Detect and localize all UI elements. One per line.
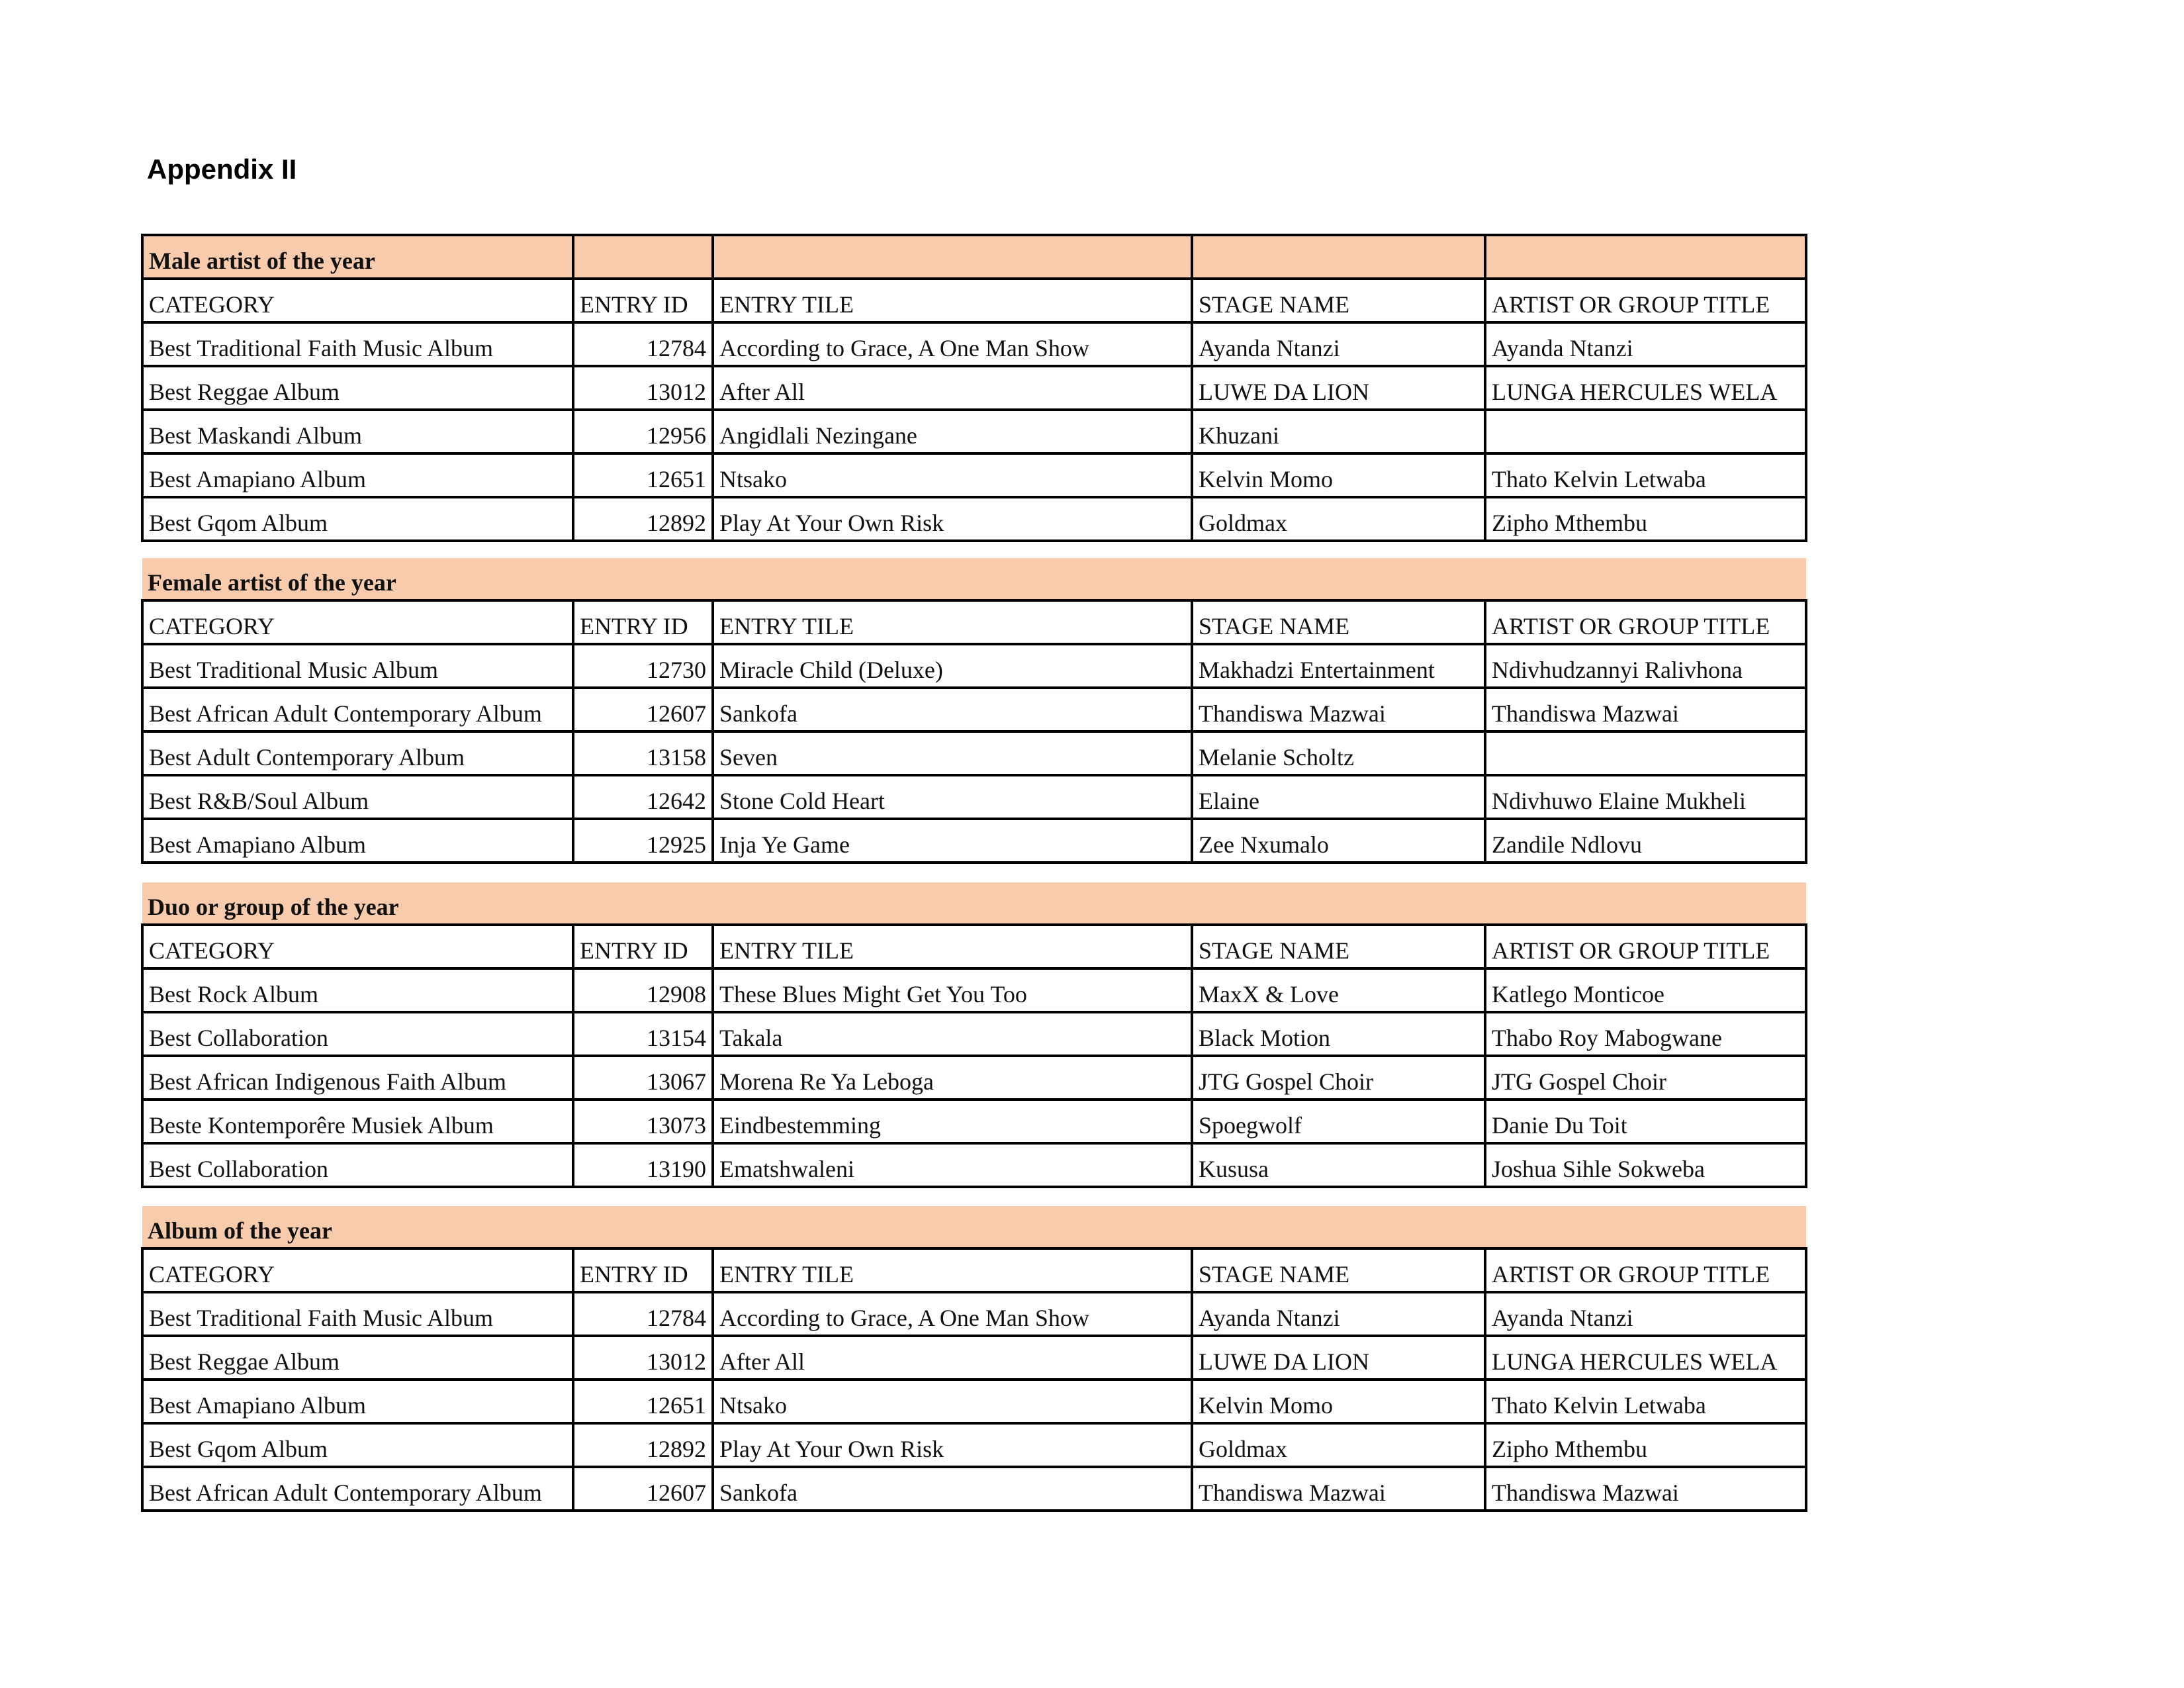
table-row xyxy=(142,1056,1806,1100)
section-heading: Duo or group of the year xyxy=(142,882,1806,925)
stage-name-cell: LUWE DA LION xyxy=(1192,366,1485,410)
stage-name-cell: Elaine xyxy=(1192,775,1485,819)
column-header: STAGE NAME xyxy=(1192,925,1485,968)
column-header-row xyxy=(142,600,1806,644)
category-cell: Best African Adult Contemporary Album xyxy=(142,1467,573,1511)
section-male-artist-of-the-year xyxy=(141,234,1805,542)
category-cell: Best Maskandi Album xyxy=(142,410,573,453)
artist-title-cell: Thabo Roy Mabogwane xyxy=(1485,1012,1806,1056)
section-heading: Male artist of the year xyxy=(142,235,573,279)
table-row xyxy=(142,1143,1806,1187)
column-header-row xyxy=(142,1248,1806,1292)
artist-title-cell: Thandiswa Mazwai xyxy=(1485,688,1806,731)
entry-title-cell: Takala xyxy=(713,1012,1192,1056)
artist-title-cell: Zipho Mthembu xyxy=(1485,1423,1806,1467)
stage-name-cell: Thandiswa Mazwai xyxy=(1192,1467,1485,1511)
artist-title-cell: Thato Kelvin Letwaba xyxy=(1485,453,1806,497)
artist-title-cell: Ndivhuwo Elaine Mukheli xyxy=(1485,775,1806,819)
category-cell: Best Traditional Music Album xyxy=(142,644,573,688)
table-row xyxy=(142,322,1806,366)
column-header: ARTIST OR GROUP TITLE xyxy=(1485,600,1806,644)
table-row xyxy=(142,366,1806,410)
entry-title-cell: According to Grace, A One Man Show xyxy=(713,1292,1192,1336)
category-cell: Best African Indigenous Faith Album xyxy=(142,1056,573,1100)
table-row xyxy=(142,1336,1806,1380)
entries-table xyxy=(141,882,1807,1188)
table-row xyxy=(142,731,1806,775)
category-cell: Best Adult Contemporary Album xyxy=(142,731,573,775)
entry-title-cell: Play At Your Own Risk xyxy=(713,1423,1192,1467)
entry-title-cell: After All xyxy=(713,366,1192,410)
table-row xyxy=(142,410,1806,453)
column-header: ENTRY TILE xyxy=(713,600,1192,644)
stage-name-cell: Zee Nxumalo xyxy=(1192,819,1485,863)
entry-id-cell: 12908 xyxy=(573,968,713,1012)
entry-id-cell: 13154 xyxy=(573,1012,713,1056)
column-header-row xyxy=(142,925,1806,968)
stage-name-cell: Melanie Scholtz xyxy=(1192,731,1485,775)
column-header: ENTRY ID xyxy=(573,600,713,644)
table-row xyxy=(142,1380,1806,1423)
entry-title-cell: Inja Ye Game xyxy=(713,819,1192,863)
entry-title-cell: After All xyxy=(713,1336,1192,1380)
section-heading-row xyxy=(142,1206,1806,1248)
column-header: CATEGORY xyxy=(142,925,573,968)
entry-id-cell: 12892 xyxy=(573,1423,713,1467)
column-header: CATEGORY xyxy=(142,600,573,644)
stage-name-cell: Makhadzi Entertainment xyxy=(1192,644,1485,688)
category-cell: Best Gqom Album xyxy=(142,497,573,541)
column-header: ENTRY ID xyxy=(573,279,713,322)
entry-id-cell: 13073 xyxy=(573,1100,713,1143)
column-header: STAGE NAME xyxy=(1192,279,1485,322)
column-header: STAGE NAME xyxy=(1192,600,1485,644)
page-title: Appendix II xyxy=(147,154,297,185)
artist-title-cell: Ayanda Ntanzi xyxy=(1485,1292,1806,1336)
category-cell: Best Gqom Album xyxy=(142,1423,573,1467)
entry-title-cell: Stone Cold Heart xyxy=(713,775,1192,819)
entries-table xyxy=(141,234,1807,542)
section-heading-row xyxy=(142,235,1806,279)
column-header: ENTRY TILE xyxy=(713,1248,1192,1292)
category-cell: Best Amapiano Album xyxy=(142,1380,573,1423)
column-header: ARTIST OR GROUP TITLE xyxy=(1485,925,1806,968)
artist-title-cell: Katlego Monticoe xyxy=(1485,968,1806,1012)
stage-name-cell: Goldmax xyxy=(1192,1423,1485,1467)
section-heading-row xyxy=(142,882,1806,925)
stage-name-cell: LUWE DA LION xyxy=(1192,1336,1485,1380)
table-row xyxy=(142,688,1806,731)
entries-table xyxy=(141,1206,1807,1512)
category-cell: Best Reggae Album xyxy=(142,366,573,410)
category-cell: Best Traditional Faith Music Album xyxy=(142,1292,573,1336)
entry-title-cell: Ntsako xyxy=(713,453,1192,497)
entry-id-cell: 13012 xyxy=(573,366,713,410)
table-row xyxy=(142,1100,1806,1143)
table-row xyxy=(142,968,1806,1012)
column-header: ARTIST OR GROUP TITLE xyxy=(1485,279,1806,322)
entry-id-cell: 12651 xyxy=(573,453,713,497)
section-duo-or-group-of-the-year xyxy=(141,882,1805,1188)
table-row xyxy=(142,1467,1806,1511)
artist-title-cell: LUNGA HERCULES WELA xyxy=(1485,366,1806,410)
column-header: ENTRY ID xyxy=(573,925,713,968)
artist-title-cell xyxy=(1485,410,1806,453)
entry-title-cell: Miracle Child (Deluxe) xyxy=(713,644,1192,688)
heading-cell xyxy=(713,235,1192,279)
column-header: ENTRY ID xyxy=(573,1248,713,1292)
entry-id-cell: 12607 xyxy=(573,688,713,731)
section-heading: Female artist of the year xyxy=(142,558,1806,600)
artist-title-cell: Thandiswa Mazwai xyxy=(1485,1467,1806,1511)
stage-name-cell: Kelvin Momo xyxy=(1192,1380,1485,1423)
entry-title-cell: Sankofa xyxy=(713,1467,1192,1511)
column-header: ENTRY TILE xyxy=(713,925,1192,968)
entry-title-cell: These Blues Might Get You Too xyxy=(713,968,1192,1012)
column-header: ARTIST OR GROUP TITLE xyxy=(1485,1248,1806,1292)
column-header: STAGE NAME xyxy=(1192,1248,1485,1292)
section-female-artist-of-the-year xyxy=(141,558,1805,864)
entry-id-cell: 13158 xyxy=(573,731,713,775)
heading-cell xyxy=(1192,235,1485,279)
category-cell: Best Amapiano Album xyxy=(142,819,573,863)
entry-title-cell: Sankofa xyxy=(713,688,1192,731)
category-cell: Best Reggae Album xyxy=(142,1336,573,1380)
entry-id-cell: 12730 xyxy=(573,644,713,688)
category-cell: Best Amapiano Album xyxy=(142,453,573,497)
stage-name-cell: Spoegwolf xyxy=(1192,1100,1485,1143)
entry-id-cell: 13012 xyxy=(573,1336,713,1380)
entry-id-cell: 12651 xyxy=(573,1380,713,1423)
entry-id-cell: 12784 xyxy=(573,322,713,366)
category-cell: Best Collaboration xyxy=(142,1012,573,1056)
entries-table xyxy=(141,558,1807,864)
artist-title-cell: Zandile Ndlovu xyxy=(1485,819,1806,863)
entry-title-cell: Ntsako xyxy=(713,1380,1192,1423)
entry-id-cell: 12784 xyxy=(573,1292,713,1336)
category-cell: Best Collaboration xyxy=(142,1143,573,1187)
table-row xyxy=(142,1292,1806,1336)
stage-name-cell: Kususa xyxy=(1192,1143,1485,1187)
entry-id-cell: 12607 xyxy=(573,1467,713,1511)
entry-title-cell: Morena Re Ya Leboga xyxy=(713,1056,1192,1100)
entry-title-cell: Angidlali Nezingane xyxy=(713,410,1192,453)
stage-name-cell: Black Motion xyxy=(1192,1012,1485,1056)
stage-name-cell: Ayanda Ntanzi xyxy=(1192,322,1485,366)
artist-title-cell: Joshua Sihle Sokweba xyxy=(1485,1143,1806,1187)
category-cell: Best African Adult Contemporary Album xyxy=(142,688,573,731)
column-header: ENTRY TILE xyxy=(713,279,1192,322)
entry-title-cell: Seven xyxy=(713,731,1192,775)
column-header-row xyxy=(142,279,1806,322)
table-row xyxy=(142,1423,1806,1467)
table-row xyxy=(142,819,1806,863)
entry-title-cell: Play At Your Own Risk xyxy=(713,497,1192,541)
artist-title-cell xyxy=(1485,731,1806,775)
section-heading-row xyxy=(142,558,1806,600)
entry-id-cell: 13067 xyxy=(573,1056,713,1100)
column-header: CATEGORY xyxy=(142,279,573,322)
stage-name-cell: MaxX & Love xyxy=(1192,968,1485,1012)
category-cell: Best R&B/Soul Album xyxy=(142,775,573,819)
heading-cell xyxy=(573,235,713,279)
category-cell: Best Rock Album xyxy=(142,968,573,1012)
table-row xyxy=(142,453,1806,497)
column-header: CATEGORY xyxy=(142,1248,573,1292)
table-row xyxy=(142,1012,1806,1056)
section-heading: Album of the year xyxy=(142,1206,1806,1248)
artist-title-cell: JTG Gospel Choir xyxy=(1485,1056,1806,1100)
stage-name-cell: Khuzani xyxy=(1192,410,1485,453)
table-row xyxy=(142,775,1806,819)
artist-title-cell: Zipho Mthembu xyxy=(1485,497,1806,541)
heading-cell xyxy=(1485,235,1806,279)
entry-title-cell: Eindbestemming xyxy=(713,1100,1192,1143)
entry-title-cell: According to Grace, A One Man Show xyxy=(713,322,1192,366)
artist-title-cell: Ndivhudzannyi Ralivhona xyxy=(1485,644,1806,688)
entry-id-cell: 12956 xyxy=(573,410,713,453)
stage-name-cell: Kelvin Momo xyxy=(1192,453,1485,497)
stage-name-cell: Ayanda Ntanzi xyxy=(1192,1292,1485,1336)
stage-name-cell: Goldmax xyxy=(1192,497,1485,541)
stage-name-cell: Thandiswa Mazwai xyxy=(1192,688,1485,731)
stage-name-cell: JTG Gospel Choir xyxy=(1192,1056,1485,1100)
entry-id-cell: 12925 xyxy=(573,819,713,863)
artist-title-cell: Ayanda Ntanzi xyxy=(1485,322,1806,366)
artist-title-cell: Danie Du Toit xyxy=(1485,1100,1806,1143)
artist-title-cell: LUNGA HERCULES WELA xyxy=(1485,1336,1806,1380)
entry-id-cell: 13190 xyxy=(573,1143,713,1187)
entry-title-cell: Ematshwaleni xyxy=(713,1143,1192,1187)
artist-title-cell: Thato Kelvin Letwaba xyxy=(1485,1380,1806,1423)
section-album-of-the-year xyxy=(141,1206,1805,1512)
table-row xyxy=(142,497,1806,541)
table-row xyxy=(142,644,1806,688)
category-cell: Beste Kontemporêre Musiek Album xyxy=(142,1100,573,1143)
category-cell: Best Traditional Faith Music Album xyxy=(142,322,573,366)
entry-id-cell: 12642 xyxy=(573,775,713,819)
entry-id-cell: 12892 xyxy=(573,497,713,541)
